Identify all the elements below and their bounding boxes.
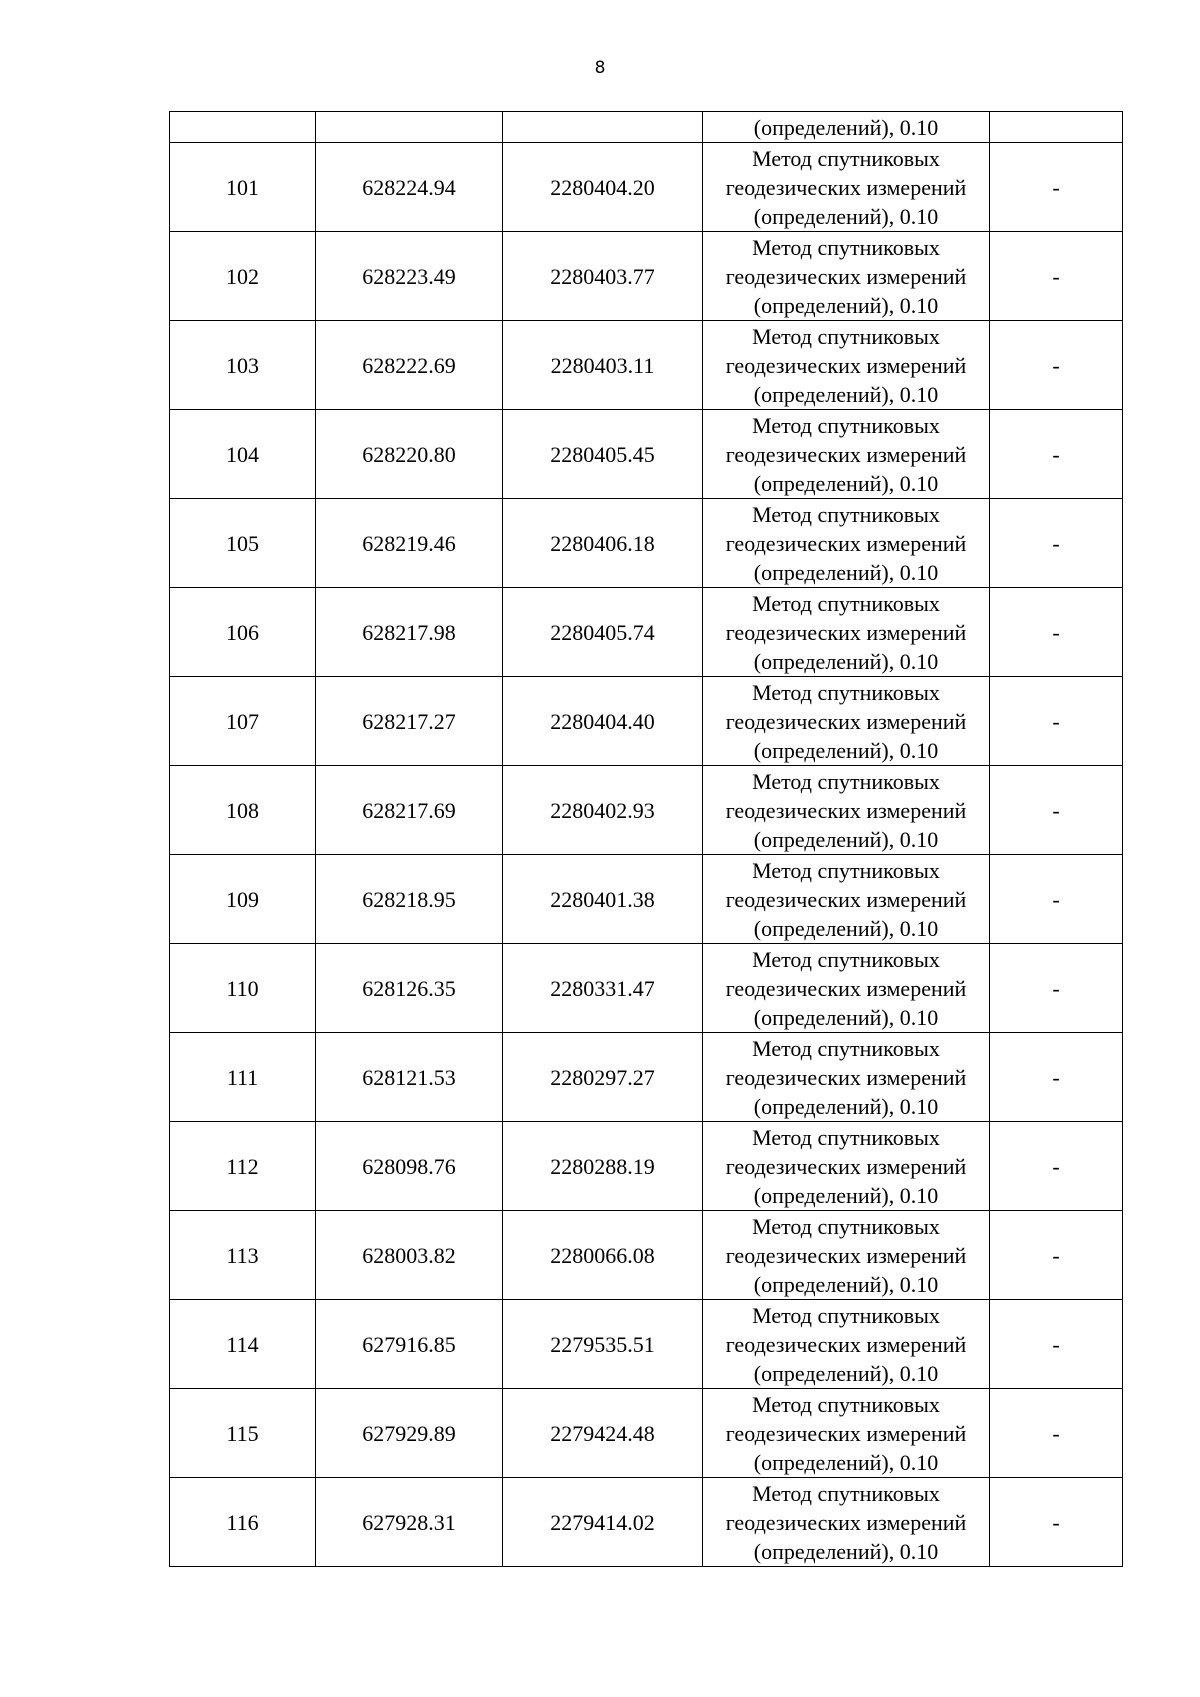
x-coordinate-cell: 628217.69 bbox=[316, 766, 503, 855]
page-number: 8 bbox=[594, 58, 606, 78]
table-row bbox=[170, 232, 1123, 321]
y-coordinate-cell: 2280288.19 bbox=[503, 1122, 703, 1211]
note-cell: - bbox=[990, 1300, 1123, 1389]
point-number-cell: 113 bbox=[170, 1211, 316, 1300]
point-number-cell: 109 bbox=[170, 855, 316, 944]
note-cell: - bbox=[990, 588, 1123, 677]
note-cell: - bbox=[990, 1033, 1123, 1122]
table-row bbox=[170, 499, 1123, 588]
x-coordinate-cell: 628003.82 bbox=[316, 1211, 503, 1300]
carry-over-method-cell: (определений), 0.10 bbox=[703, 112, 990, 143]
point-number-cell: 108 bbox=[170, 766, 316, 855]
x-coordinate-cell: 628218.95 bbox=[316, 855, 503, 944]
note-cell: - bbox=[990, 766, 1123, 855]
table-row bbox=[170, 1211, 1123, 1300]
method-accuracy-cell: Метод спутниковых геодезических измерений (определений), 0.10 bbox=[703, 677, 990, 766]
method-accuracy-cell: Метод спутниковых геодезических измерений (определений), 0.10 bbox=[703, 766, 990, 855]
y-coordinate-cell: 2280406.18 bbox=[503, 499, 703, 588]
table-row bbox=[170, 321, 1123, 410]
table-row bbox=[170, 1478, 1123, 1567]
y-coordinate-cell: 2280297.27 bbox=[503, 1033, 703, 1122]
y-coordinate-cell: 2279424.48 bbox=[503, 1389, 703, 1478]
x-coordinate-cell: 628224.94 bbox=[316, 143, 503, 232]
x-coordinate-cell: 628220.80 bbox=[316, 410, 503, 499]
point-number-cell: 107 bbox=[170, 677, 316, 766]
table-row bbox=[170, 1389, 1123, 1478]
method-accuracy-cell: Метод спутниковых геодезических измерений (определений), 0.10 bbox=[703, 232, 990, 321]
point-number-cell: 104 bbox=[170, 410, 316, 499]
note-cell: - bbox=[990, 1478, 1123, 1567]
note-cell: - bbox=[990, 944, 1123, 1033]
y-coordinate-cell: 2280405.74 bbox=[503, 588, 703, 677]
method-accuracy-cell: Метод спутниковых геодезических измерений (определений), 0.10 bbox=[703, 1122, 990, 1211]
x-coordinate-cell: 627916.85 bbox=[316, 1300, 503, 1389]
x-coordinate-cell: 628098.76 bbox=[316, 1122, 503, 1211]
note-cell: - bbox=[990, 143, 1123, 232]
y-coordinate-cell: 2280401.38 bbox=[503, 855, 703, 944]
table-row bbox=[170, 143, 1123, 232]
method-accuracy-cell: Метод спутниковых геодезических измерений (определений), 0.10 bbox=[703, 321, 990, 410]
method-accuracy-cell: Метод спутниковых геодезических измерений (определений), 0.10 bbox=[703, 143, 990, 232]
x-coordinate-cell: 628121.53 bbox=[316, 1033, 503, 1122]
point-number-cell: 110 bbox=[170, 944, 316, 1033]
carry-over-row bbox=[170, 112, 1123, 143]
point-number-cell: 106 bbox=[170, 588, 316, 677]
point-number-cell: 105 bbox=[170, 499, 316, 588]
method-accuracy-cell: Метод спутниковых геодезических измерений (определений), 0.10 bbox=[703, 1033, 990, 1122]
coordinates-table bbox=[169, 111, 1123, 1567]
carry-over-y-cell bbox=[503, 112, 703, 143]
note-cell: - bbox=[990, 1211, 1123, 1300]
x-coordinate-cell: 628126.35 bbox=[316, 944, 503, 1033]
table-row bbox=[170, 944, 1123, 1033]
method-accuracy-cell: Метод спутниковых геодезических измерений (определений), 0.10 bbox=[703, 1389, 990, 1478]
note-cell: - bbox=[990, 321, 1123, 410]
x-coordinate-cell: 628217.27 bbox=[316, 677, 503, 766]
method-accuracy-cell: Метод спутниковых геодезических измерений (определений), 0.10 bbox=[703, 1211, 990, 1300]
y-coordinate-cell: 2279535.51 bbox=[503, 1300, 703, 1389]
carry-over-point-cell bbox=[170, 112, 316, 143]
y-coordinate-cell: 2279414.02 bbox=[503, 1478, 703, 1567]
x-coordinate-cell: 628222.69 bbox=[316, 321, 503, 410]
note-cell: - bbox=[990, 1122, 1123, 1211]
note-cell: - bbox=[990, 410, 1123, 499]
note-cell: - bbox=[990, 677, 1123, 766]
y-coordinate-cell: 2280402.93 bbox=[503, 766, 703, 855]
note-cell: - bbox=[990, 499, 1123, 588]
y-coordinate-cell: 2280403.77 bbox=[503, 232, 703, 321]
y-coordinate-cell: 2280404.20 bbox=[503, 143, 703, 232]
x-coordinate-cell: 627929.89 bbox=[316, 1389, 503, 1478]
method-accuracy-cell: Метод спутниковых геодезических измерений (определений), 0.10 bbox=[703, 410, 990, 499]
method-accuracy-cell: Метод спутниковых геодезических измерений (определений), 0.10 bbox=[703, 1478, 990, 1567]
method-accuracy-cell: Метод спутниковых геодезических измерений (определений), 0.10 bbox=[703, 1300, 990, 1389]
method-accuracy-cell: Метод спутниковых геодезических измерений (определений), 0.10 bbox=[703, 499, 990, 588]
table-row bbox=[170, 766, 1123, 855]
table-row bbox=[170, 855, 1123, 944]
table-row bbox=[170, 677, 1123, 766]
carry-over-x-cell bbox=[316, 112, 503, 143]
table-row bbox=[170, 1033, 1123, 1122]
method-accuracy-cell: Метод спутниковых геодезических измерений (определений), 0.10 bbox=[703, 944, 990, 1033]
coordinates-table-body bbox=[170, 112, 1123, 1567]
y-coordinate-cell: 2280066.08 bbox=[503, 1211, 703, 1300]
point-number-cell: 103 bbox=[170, 321, 316, 410]
point-number-cell: 112 bbox=[170, 1122, 316, 1211]
method-accuracy-cell: Метод спутниковых геодезических измерений (определений), 0.10 bbox=[703, 588, 990, 677]
point-number-cell: 115 bbox=[170, 1389, 316, 1478]
table-row bbox=[170, 410, 1123, 499]
point-number-cell: 114 bbox=[170, 1300, 316, 1389]
point-number-cell: 116 bbox=[170, 1478, 316, 1567]
method-accuracy-cell: Метод спутниковых геодезических измерений (определений), 0.10 bbox=[703, 855, 990, 944]
y-coordinate-cell: 2280403.11 bbox=[503, 321, 703, 410]
y-coordinate-cell: 2280404.40 bbox=[503, 677, 703, 766]
y-coordinate-cell: 2280405.45 bbox=[503, 410, 703, 499]
table-row bbox=[170, 588, 1123, 677]
point-number-cell: 101 bbox=[170, 143, 316, 232]
point-number-cell: 111 bbox=[170, 1033, 316, 1122]
x-coordinate-cell: 628217.98 bbox=[316, 588, 503, 677]
note-cell: - bbox=[990, 855, 1123, 944]
x-coordinate-cell: 628219.46 bbox=[316, 499, 503, 588]
table-row bbox=[170, 1300, 1123, 1389]
y-coordinate-cell: 2280331.47 bbox=[503, 944, 703, 1033]
x-coordinate-cell: 627928.31 bbox=[316, 1478, 503, 1567]
x-coordinate-cell: 628223.49 bbox=[316, 232, 503, 321]
note-cell: - bbox=[990, 1389, 1123, 1478]
table-row bbox=[170, 1122, 1123, 1211]
note-cell: - bbox=[990, 232, 1123, 321]
carry-over-note-cell bbox=[990, 112, 1123, 143]
point-number-cell: 102 bbox=[170, 232, 316, 321]
